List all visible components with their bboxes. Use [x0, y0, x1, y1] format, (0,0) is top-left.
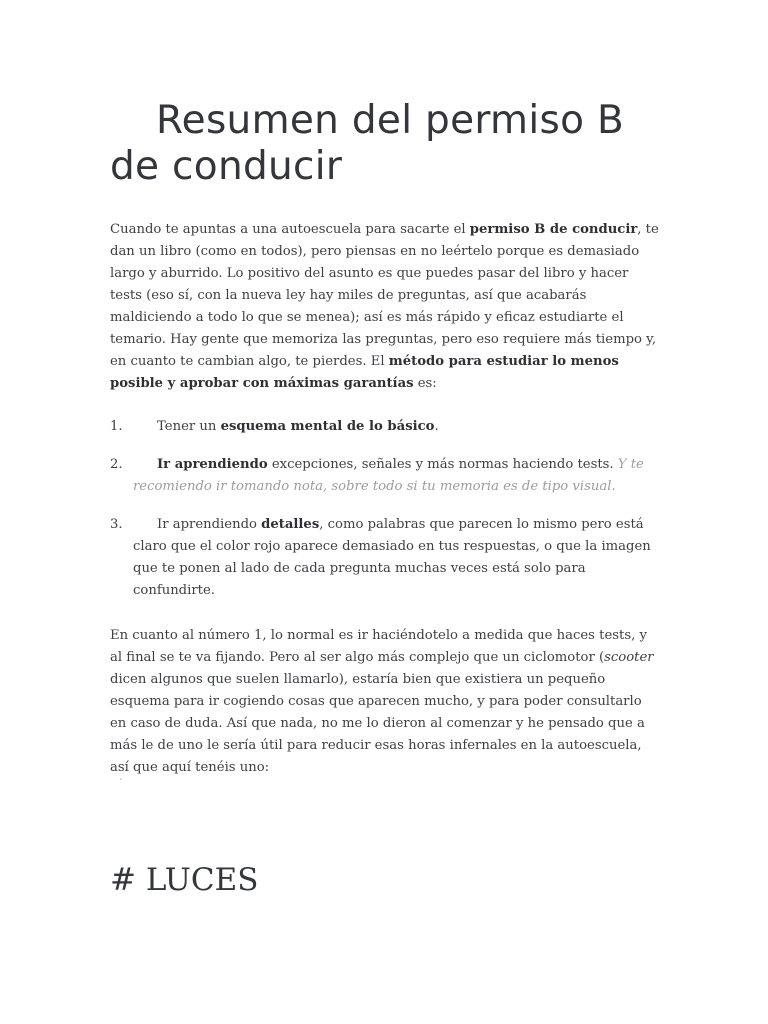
list-item-text: , como palabras que parecen lo mismo pero está claro que el color rojo aparece demasiado en tus respuestas, o que la imagen que te ponen al lado de cada pregunta muchas veces está solo para confundirte.: [133, 517, 651, 598]
intro-text-2: , te dan un libro (como en todos), pero piensas en no leértelo porque es demasiado largo y aburrido. Lo positivo del asunto es que puedes pasar del libro y hacer tests (eso sí, con la nueva ley hay miles de preguntas, así que acabarás maldiciendo a todo lo que se menea); así es más rápido y eficaz estudiarte el temario. Hay gente que memoriza las preguntas, pero eso requiere más tiempo y, en cuanto te cambian algo, te pierdes. El: [110, 222, 659, 369]
intro-text-3: es:: [413, 376, 437, 391]
section-heading: # LUCES: [110, 862, 259, 898]
list-item: [110, 514, 660, 602]
page-title: Resumen del permiso B de conducir: [110, 98, 625, 189]
intro-paragraph: [110, 219, 660, 395]
list-item-text: Tener un: [157, 419, 221, 434]
closing-text-2: dicen algunos que suelen llamarlo), estaría bien que existiera un pequeño esquema para ir cogiendo cosas que aparecen mucho, y para poder consultarlo en caso de duda. Así que nada, no me lo dieron al comenzar y he pensado que a más le de uno le sería útil para reducir esas horas infernales en la autoescuela, así que aquí tenéis uno:: [110, 672, 645, 775]
list-item: [110, 416, 660, 438]
list-item-text: excepciones, señales y más normas haciendo tests.: [267, 457, 618, 472]
image-placeholder-dot: [120, 778, 122, 780]
document-body: [110, 98, 660, 779]
list-item-bold: Ir aprendiendo: [157, 457, 268, 472]
intro-bold-2: método para estudiar lo menos posible y aprobar con máximas garantías: [110, 354, 619, 391]
closing-text-1: En cuanto al número 1, lo normal es ir haciéndotelo a medida que haces tests, y al final se te va fijando. Pero al ser algo más complejo que un ciclomotor (: [110, 628, 647, 665]
intro-bold-1: permiso B de conducir: [469, 222, 638, 237]
list-item-number: 2.: [110, 457, 123, 472]
intro-text-1: Cuando te apuntas a una autoescuela para sacarte el: [110, 222, 470, 237]
list-item-number: 3.: [110, 517, 123, 532]
list-item-italic-note: Y te recomiendo ir tomando nota, sobre todo si tu memoria es de tipo visual.: [133, 457, 644, 494]
list-item-text: .: [434, 419, 439, 434]
numbered-list: [110, 416, 660, 602]
list-item: [110, 454, 660, 498]
list-item-text: Ir aprendiendo: [157, 517, 262, 532]
list-item-number: 1.: [110, 419, 123, 434]
closing-italic: scooter: [604, 650, 654, 665]
list-item-bold: esquema mental de lo básico: [220, 419, 435, 434]
list-item-bold: detalles: [261, 517, 320, 532]
closing-paragraph: [110, 625, 660, 779]
